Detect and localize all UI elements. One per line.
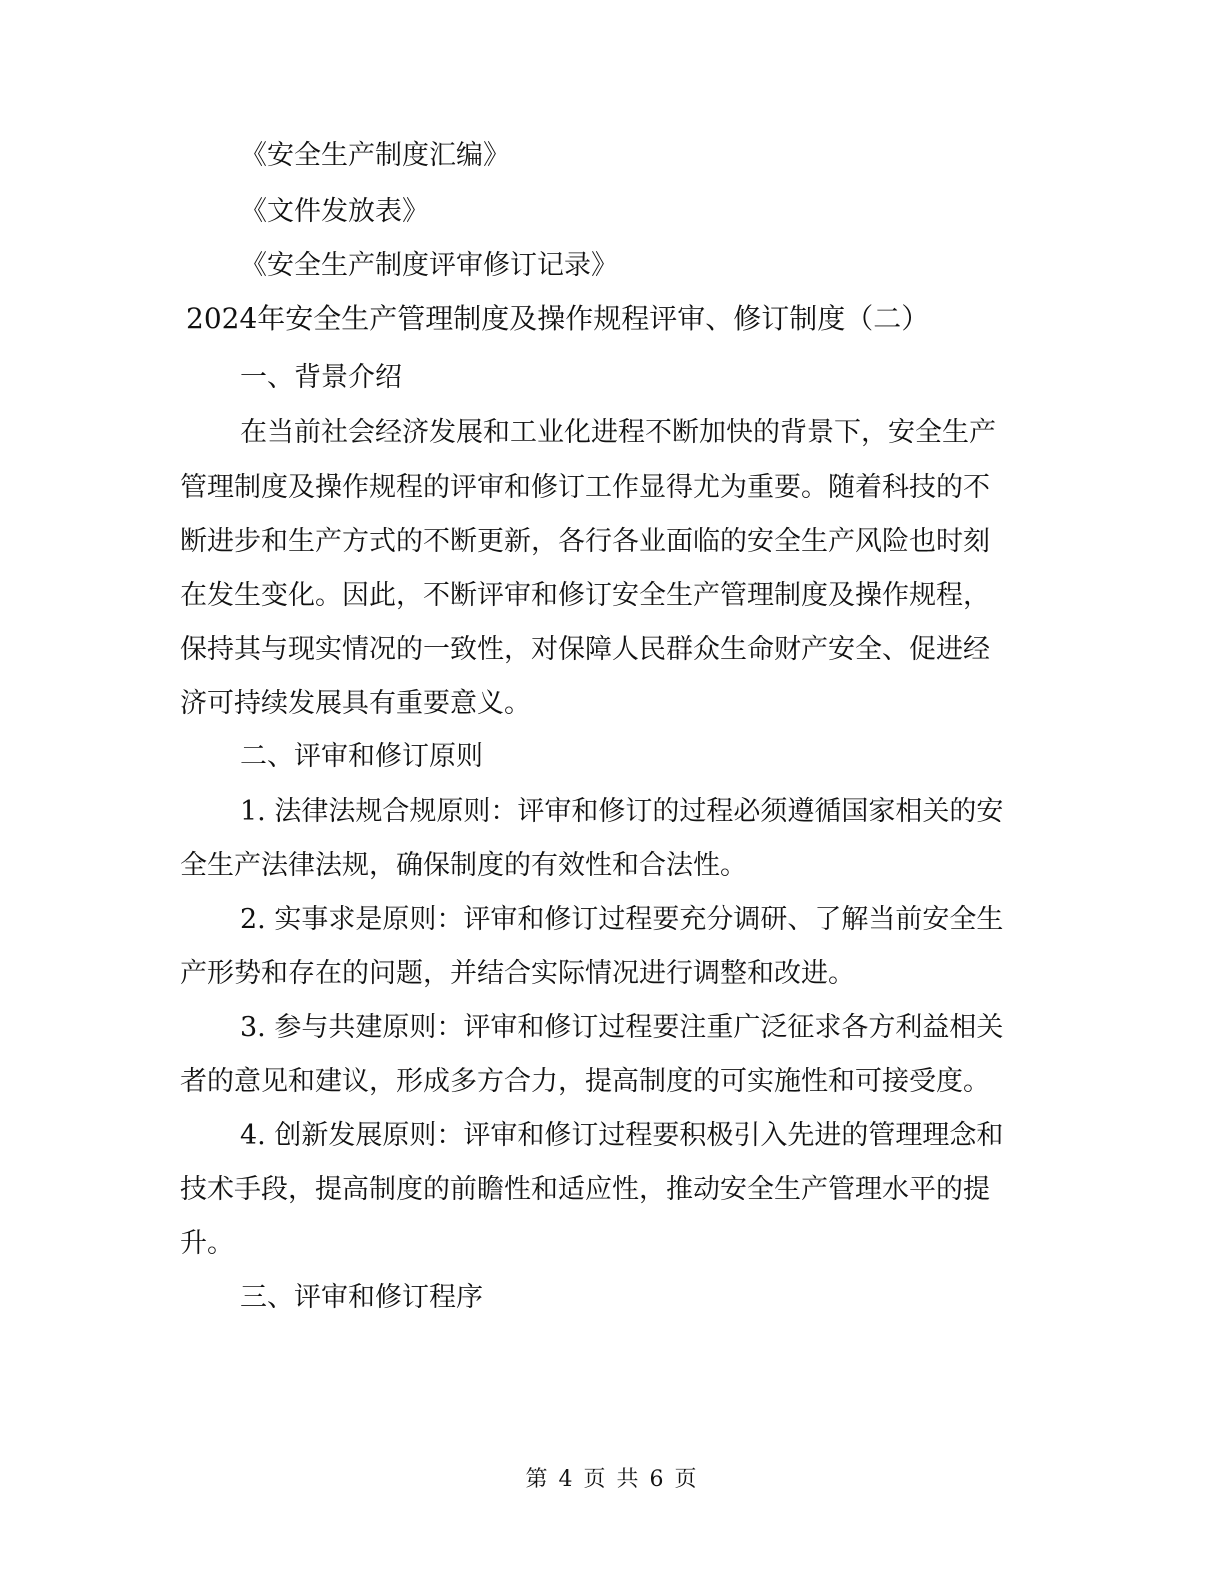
reference-item: 《文件发放表》 [240, 196, 429, 227]
document-title: 2024年安全生产管理制度及操作规程评审、修订制度（二） [186, 302, 930, 335]
paragraph-line: 断进步和生产方式的不断更新，各行各业面临的安全生产风险也时刻 [180, 526, 990, 557]
principle-item-4-line: 技术手段，提高制度的前瞻性和适应性，推动安全生产管理水平的提 [180, 1174, 990, 1205]
principle-item-4-line: 升。 [180, 1228, 234, 1259]
reference-item: 《安全生产制度评审修订记录》 [240, 250, 618, 281]
principle-item-3-line: 者的意见和建议，形成多方合力，提高制度的可实施性和可接受度。 [180, 1066, 990, 1097]
page-number-footer: 第 4 页 共 6 页 [525, 1467, 699, 1492]
paragraph-line: 保持其与现实情况的一致性，对保障人民群众生命财产安全、促进经 [180, 634, 990, 665]
principle-item-3-line: 3. 参与共建原则：评审和修订过程要注重广泛征求各方利益相关 [240, 1012, 1004, 1043]
paragraph-line: 管理制度及操作规程的评审和修订工作显得尤为重要。随着科技的不 [180, 472, 990, 503]
section-heading-background: 一、背景介绍 [240, 362, 402, 393]
principle-item-1-line: 全生产法律法规，确保制度的有效性和合法性。 [180, 850, 747, 881]
section-heading-procedure: 三、评审和修订程序 [240, 1282, 483, 1313]
paragraph-line: 在发生变化。因此，不断评审和修订安全生产管理制度及操作规程， [180, 580, 990, 611]
principle-item-4-line: 4. 创新发展原则：评审和修订过程要积极引入先进的管理理念和 [240, 1120, 1004, 1151]
paragraph-line: 在当前社会经济发展和工业化进程不断加快的背景下，安全生产 [240, 417, 996, 448]
principle-item-2-line: 2. 实事求是原则：评审和修订过程要充分调研、了解当前安全生 [240, 904, 1004, 935]
reference-item: 《安全生产制度汇编》 [240, 140, 510, 171]
section-heading-principles: 二、评审和修订原则 [240, 741, 483, 772]
principle-item-2-line: 产形势和存在的问题，并结合实际情况进行调整和改进。 [180, 958, 855, 989]
paragraph-line: 济可持续发展具有重要意义。 [180, 688, 531, 719]
principle-item-1-line: 1. 法律法规合规原则：评审和修订的过程必须遵循国家相关的安 [240, 796, 1004, 827]
